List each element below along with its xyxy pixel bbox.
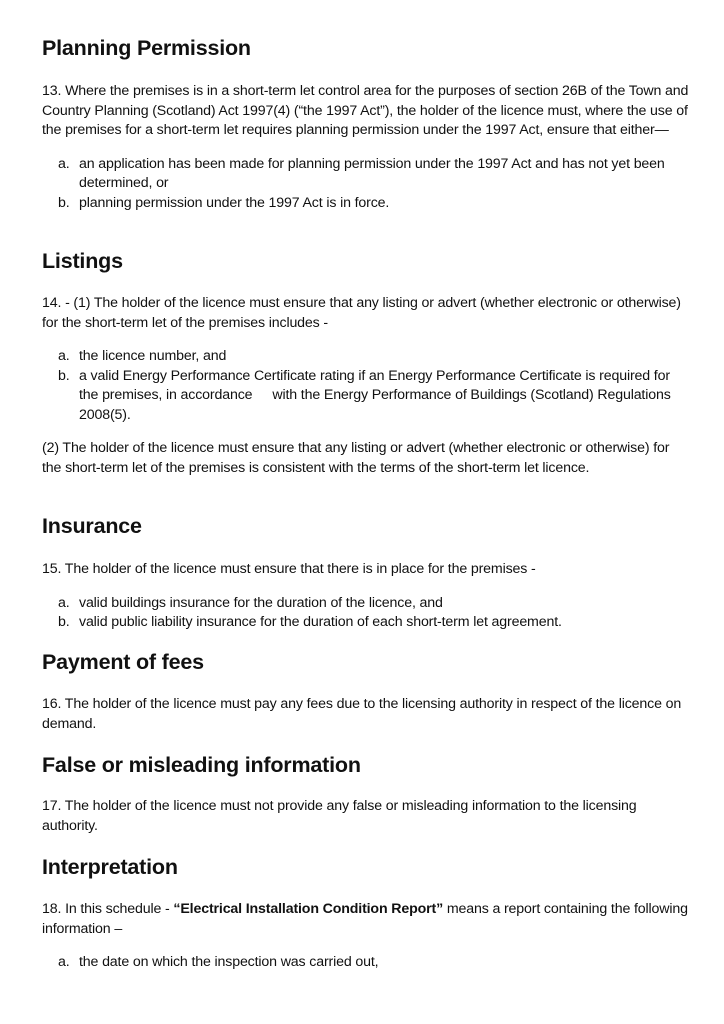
- list-item: b. a valid Energy Performance Certificate rating if an Energy Performance Certificate is required for the premises, in accordance with the Energy Performance of Buildings (Scotland) Regulations 2008(5).: [58, 367, 671, 423]
- list-item: b. planning permission under the 1997 Act is in force.: [58, 194, 390, 211]
- section-interpretation: [42, 900, 690, 973]
- paragraph-16: 16. The holder of the licence must pay any fees due to the licensing authority in respect of the licence on demand.: [42, 696, 682, 732]
- list-item: a. the date on which the inspection was carried out,: [58, 954, 379, 970]
- paragraph-15: 15. The holder of the licence must ensure that there is in place for the premises -: [42, 561, 536, 577]
- section-planning-permission: [42, 82, 690, 213]
- paragraph-14-1: 14. - (1) The holder of the licence must ensure that any listing or advert (whether electronic or otherwise) for the short-term let of the premises includes -: [42, 295, 681, 331]
- defined-term: “Electrical Installation Condition Report”: [173, 901, 444, 917]
- list-13: [42, 155, 690, 214]
- list-15: [42, 594, 690, 633]
- heading-insurance: Insurance: [42, 514, 142, 538]
- heading-interpretation: Interpretation: [42, 855, 178, 879]
- paragraph-18: 18. In this schedule - “Electrical Installation Condition Report” means a report containing the following information –: [42, 901, 688, 937]
- paragraph-17: 17. The holder of the licence must not provide any false or misleading information to the licensing authority.: [42, 798, 637, 834]
- list-item: a. an application has been made for planning permission under the 1997 Act and has not yet been determined, or: [58, 155, 665, 191]
- list-14: [42, 347, 690, 425]
- section-false-misleading: [42, 797, 690, 836]
- heading-planning-permission: Planning Permission: [42, 36, 251, 60]
- list-item: a. valid buildings insurance for the duration of the licence, and: [58, 594, 443, 611]
- list-item: a. the licence number, and: [58, 348, 227, 364]
- section-listings: [42, 294, 690, 478]
- section-insurance: [42, 560, 690, 633]
- paragraph-13: 13. Where the premises is in a short-term let control area for the purposes of section 26B of the Town and Country Planning (Scotland) Act 1997(4) (“the 1997 Act”), the holder of the licence must, where the use of the premises for a short-term let requires planning permission under the 1997 Act, ensure that either—: [42, 83, 689, 138]
- paragraph-14-2: (2) The holder of the licence must ensure that any listing or advert (whether electronic or otherwise) for the short-term let of the premises is consistent with the terms of the short-term let licence.: [42, 440, 670, 476]
- heading-listings: Listings: [42, 249, 123, 273]
- section-payment-of-fees: [42, 695, 690, 734]
- list-item: b. valid public liability insurance for the duration of each short-term let agreement.: [58, 614, 562, 630]
- heading-payment-of-fees: Payment of fees: [42, 650, 204, 674]
- heading-false-misleading: False or misleading information: [42, 753, 361, 777]
- list-18: [42, 953, 690, 973]
